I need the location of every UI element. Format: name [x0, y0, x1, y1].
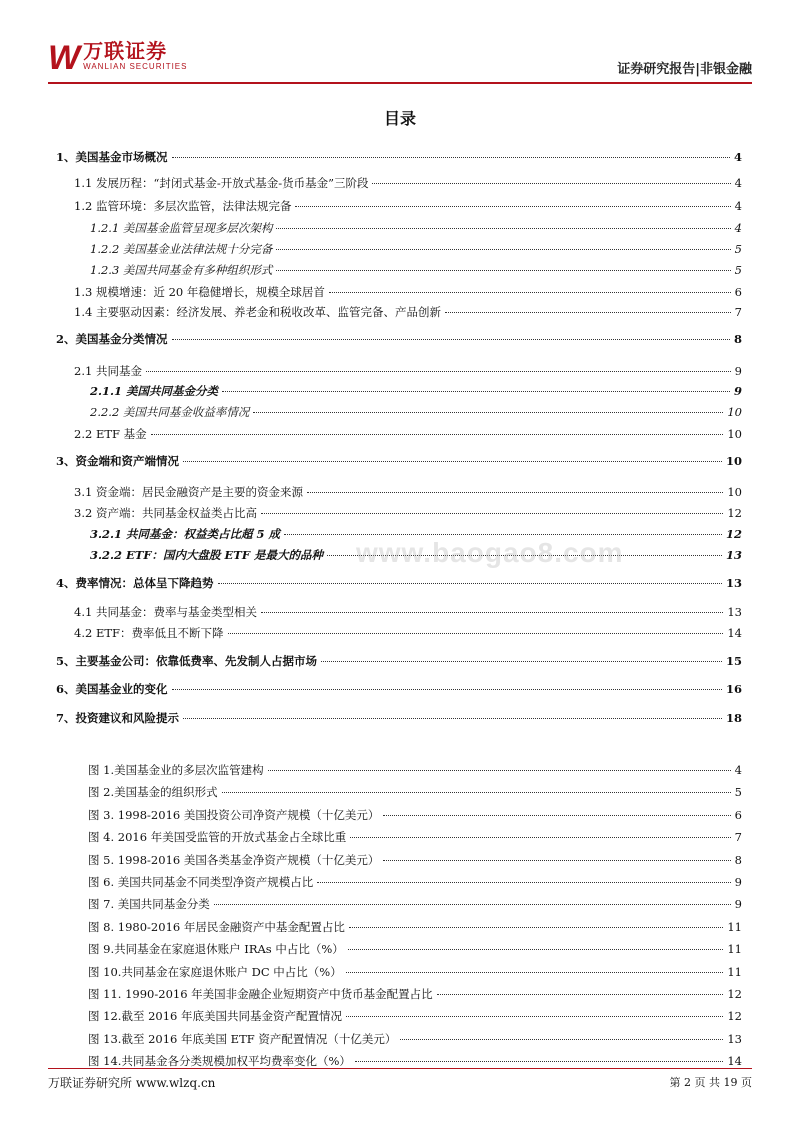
figure-entry-label: 图 1.美国基金业的多层次监管建构	[88, 763, 264, 777]
figure-entry[interactable]	[88, 964, 742, 982]
dot-leader	[172, 689, 722, 690]
figure-entry-page: 13	[727, 1031, 742, 1046]
figure-entry-label: 图 6. 美国共同基金不同类型净资产规模占比	[88, 875, 314, 889]
toc-entry-page: 4	[733, 150, 742, 164]
figure-entry[interactable]	[88, 986, 742, 1004]
toc-entry-page: 16	[725, 682, 742, 696]
toc-entry-page: 18	[725, 711, 742, 725]
figure-entry-page: 9	[734, 875, 742, 889]
footer-divider	[48, 1068, 752, 1069]
toc-entry[interactable]	[74, 426, 742, 444]
toc-entry[interactable]	[74, 484, 742, 502]
figure-entry-label: 图 9.共同基金在家庭退休账户 IRAs 中占比（%）	[88, 942, 344, 957]
dot-leader	[222, 391, 730, 392]
figure-entry-label: 图 7. 美国共同基金分类	[88, 897, 210, 912]
dot-leader	[151, 434, 724, 435]
toc-entry[interactable]	[90, 404, 742, 422]
figure-entry-page: 11	[727, 942, 742, 957]
toc-entry[interactable]	[74, 604, 742, 622]
dot-leader	[372, 183, 730, 184]
toc-entry-label: 3.1 资金端：居民金融资产是主要的资金来源	[74, 485, 303, 499]
dot-leader	[346, 972, 724, 973]
page-header	[48, 40, 752, 80]
toc-entry-label: 6、美国基金业的变化	[56, 682, 168, 696]
toc-entry[interactable]	[74, 363, 742, 381]
dot-leader	[183, 461, 722, 462]
figure-entry[interactable]	[88, 784, 742, 802]
toc-entry-page: 5	[734, 242, 742, 256]
figure-entry-page: 11	[727, 919, 742, 934]
figure-entry[interactable]	[88, 896, 742, 914]
dot-leader	[284, 534, 722, 535]
toc-entry-label: 3.2 资产端：共同基金权益类占比高	[74, 506, 257, 520]
figure-entry-page: 11	[727, 964, 742, 979]
figure-entry[interactable]	[88, 852, 742, 870]
dot-leader	[400, 1039, 723, 1040]
toc-entry-label: 7、投资建议和风险提示	[56, 711, 180, 725]
toc-entry-page: 13	[727, 605, 742, 619]
toc-entry-page: 10	[727, 485, 742, 499]
dot-leader	[146, 371, 731, 372]
toc-entry-label: 2.2 ETF 基金	[74, 427, 147, 441]
logo-name-en: WANLIAN SECURITIES	[83, 62, 188, 71]
page-title: 目录	[383, 109, 416, 128]
figure-entry-label: 图 14.共同基金各分类规模加权平均费率变化（%）	[88, 1054, 351, 1069]
figure-entry-page: 9	[734, 897, 742, 912]
dot-leader	[268, 770, 731, 771]
toc-entry-label: 1.1 发展历程：“封闭式基金-开放式基金-货币基金”三阶段	[74, 176, 369, 190]
toc-entry[interactable]	[90, 220, 742, 238]
toc-entry-label: 5、主要基金公司：依靠低费率、先发制人占据市场	[56, 654, 317, 668]
figure-entry-label: 图 12.截至 2016 年底美国共同基金资产配置情况	[88, 1009, 343, 1024]
dot-leader	[172, 339, 730, 340]
dot-leader	[383, 860, 730, 861]
toc-entry[interactable]	[56, 710, 742, 728]
figure-entry-label: 图 10.共同基金在家庭退休账户 DC 中占比（%）	[88, 964, 342, 979]
toc-entry[interactable]	[74, 284, 742, 302]
figure-entry[interactable]	[88, 919, 742, 937]
toc-entry-page: 13	[725, 576, 742, 590]
dot-leader	[276, 228, 730, 229]
toc-entry-label: 2.2.2 美国共同基金收益率情况	[90, 405, 250, 419]
toc-entry[interactable]	[90, 241, 742, 259]
toc-entry-label: 3、资金端和资产端情况	[56, 454, 180, 468]
figure-entry-page: 12	[727, 1009, 742, 1024]
dot-leader	[346, 1016, 723, 1017]
toc-entry-page: 12	[727, 506, 742, 520]
toc-entry-page: 4	[734, 199, 742, 213]
figure-entry-page: 5	[734, 785, 742, 800]
footer-institute: 万联证券研究所 www.wlzq.cn	[48, 1076, 216, 1090]
dot-leader	[276, 249, 730, 250]
toc-entry-label: 2、美国基金分类情况	[56, 332, 168, 346]
logo-name-cn: 万联证券	[83, 39, 168, 63]
figure-entry[interactable]	[88, 829, 742, 847]
company-logo	[48, 40, 187, 78]
toc-entry-page: 10	[727, 427, 742, 441]
dot-leader	[317, 882, 730, 883]
toc-entry-label: 1.2 监管环境：多层次监管，法律法规完备	[74, 199, 292, 213]
figure-entry-page: 7	[734, 830, 742, 845]
figure-entry[interactable]	[88, 807, 742, 825]
toc-entry-label: 1.3 规模增速：近 20 年稳健增长，规模全球居首	[74, 285, 325, 299]
toc-entry-label: 1.4 主要驱动因素：经济发展、养老金和税收改革、监管完备、产品创新	[74, 305, 441, 319]
dot-leader	[350, 837, 730, 838]
toc-entry-page: 7	[734, 305, 742, 319]
dot-leader	[228, 633, 724, 634]
toc-entry[interactable]	[74, 175, 742, 193]
toc-entry-label: 3.2.1 共同基金：权益类占比超 5 成	[90, 527, 281, 541]
figure-entry-page: 4	[734, 763, 742, 777]
toc-entry[interactable]	[56, 453, 742, 471]
toc-entry[interactable]	[90, 383, 742, 401]
toc-entry-page: 6	[734, 285, 742, 299]
header-divider	[48, 82, 752, 84]
toc-entry[interactable]	[56, 575, 742, 593]
dot-leader	[307, 492, 723, 493]
dot-leader	[214, 904, 731, 905]
toc-entry-page: 10	[725, 454, 742, 468]
figure-entry[interactable]	[88, 762, 742, 780]
toc-entry[interactable]	[74, 198, 742, 216]
watermark: www.baogao8.com	[356, 537, 624, 568]
figure-entry[interactable]	[88, 874, 742, 892]
toc-entry[interactable]	[56, 681, 742, 699]
dot-leader	[329, 292, 731, 293]
toc-entry-page: 8	[733, 332, 742, 346]
toc-entry-page: 4	[734, 176, 742, 190]
toc-entry[interactable]	[56, 331, 742, 349]
dot-leader	[355, 1061, 723, 1062]
toc-entry-page: 10	[727, 405, 742, 419]
page-number: 第 2 页 共 19 页	[669, 1076, 752, 1089]
figure-entry-page: 8	[734, 852, 742, 867]
figure-entry-page: 14	[727, 1054, 742, 1069]
toc-entry-label: 2.1 共同基金	[74, 364, 142, 378]
toc-entry-page: 12	[725, 527, 742, 541]
toc-entry-label: 1.2.1 美国基金监管呈现多层次架构	[90, 221, 273, 235]
dot-leader	[348, 949, 724, 950]
toc-entry-label: 3.2.2 ETF：国内大盘股 ETF 是最大的品种	[90, 548, 323, 562]
toc-entry-page: 5	[734, 263, 742, 277]
toc-entry[interactable]	[56, 653, 742, 671]
toc-entry-label: 4、费率情况：总体呈下降趋势	[56, 576, 214, 590]
figure-entry-label: 图 3. 1998-2016 美国投资公司净资产规模（十亿美元）	[88, 807, 380, 822]
toc-entry-page: 4	[734, 221, 742, 235]
toc-entry-label: 1.2.2 美国基金业法律法规十分完备	[90, 242, 273, 256]
dot-leader	[321, 661, 722, 662]
toc-entry-label: 4.1 共同基金：费率与基金类型相关	[74, 605, 257, 619]
figure-entry-label: 图 8. 1980-2016 年居民金融资产中基金配置占比	[88, 919, 345, 934]
report-type: 证券研究报告|非银金融	[617, 62, 752, 77]
figure-entry-label: 图 5. 1998-2016 美国各类基金净资产规模（十亿美元）	[88, 852, 380, 867]
toc-entry-label: 2.1.1 美国共同基金分类	[90, 384, 219, 398]
toc-entry-page: 9	[734, 364, 742, 378]
toc-entry-page: 14	[727, 626, 742, 640]
dot-leader	[253, 412, 723, 413]
figure-entry-page: 6	[734, 807, 742, 822]
logo-mark: W	[48, 39, 78, 77]
dot-leader	[383, 815, 730, 816]
dot-leader	[295, 206, 730, 207]
dot-leader	[349, 927, 724, 928]
dot-leader	[261, 612, 723, 613]
logo-text	[83, 40, 187, 72]
dot-leader	[437, 994, 724, 995]
figure-entry-label: 图 2.美国基金的组织形式	[88, 785, 218, 800]
toc-entry-label: 4.2 ETF：费率低且不断下降	[74, 626, 224, 640]
figure-entry-label: 图 4. 2016 年美国受监管的开放式基金占全球比重	[88, 830, 347, 845]
dot-leader	[183, 718, 722, 719]
toc-entry[interactable]	[74, 304, 742, 322]
figure-entry-page: 12	[727, 987, 742, 1001]
toc-entry[interactable]	[56, 149, 742, 167]
dot-leader	[218, 583, 722, 584]
toc-entry-page: 15	[725, 654, 742, 668]
figure-entry[interactable]	[88, 1008, 742, 1026]
figure-entry[interactable]	[88, 1031, 742, 1049]
toc-entry[interactable]	[74, 625, 742, 643]
dot-leader	[445, 312, 731, 313]
dot-leader	[222, 792, 731, 793]
dot-leader	[261, 513, 723, 514]
toc-entry[interactable]	[74, 505, 742, 523]
dot-leader	[172, 157, 730, 158]
dot-leader	[276, 270, 730, 271]
toc-entry[interactable]	[90, 262, 742, 280]
figure-entry-label: 图 13.截至 2016 年底美国 ETF 资产配置情况（十亿美元）	[88, 1031, 397, 1046]
toc-entry-page: 9	[733, 384, 742, 398]
toc-entry-page: 13	[725, 548, 742, 562]
figure-entry[interactable]	[88, 941, 742, 959]
toc-entry-label: 1.2.3 美国共同基金有多种组织形式	[90, 263, 273, 277]
figure-entry-label: 图 11. 1990-2016 年美国非金融企业短期资产中货币基金配置占比	[88, 987, 433, 1001]
toc-entry-label: 1、美国基金市场概况	[56, 150, 168, 164]
